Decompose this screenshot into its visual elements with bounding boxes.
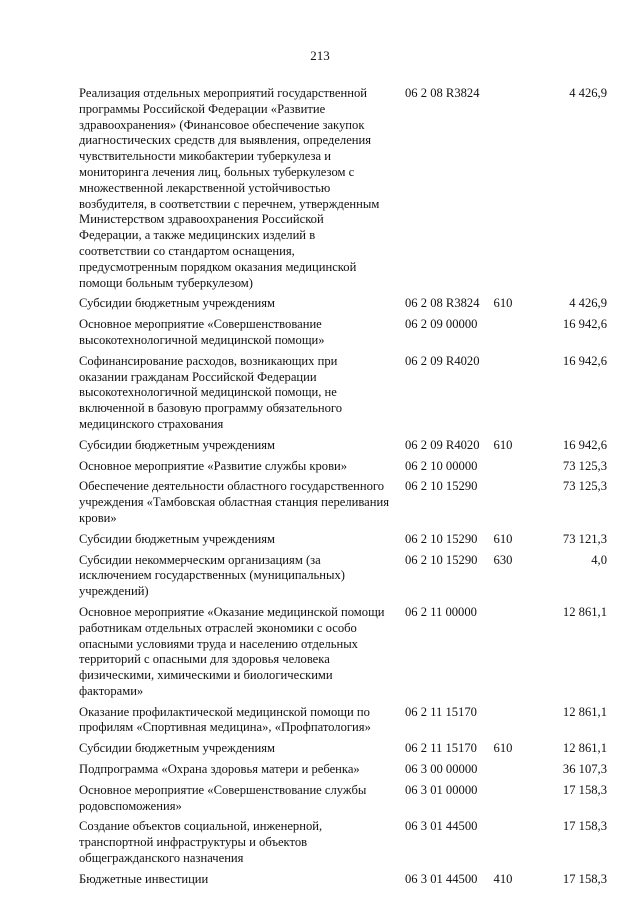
row-name: Основное мероприятие «Совершенствование службы родовспоможения» — [79, 782, 367, 813]
table-row — [79, 532, 609, 548]
row-name: Реализация отдельных мероприятий государственной программы Российской Федерации «Развитие здравоохранения» (Финансовое обеспечение закупок диагностических средств для выявления, определения чувствительности микобактерии туберкулеза и мониторинга лечения лиц, больных туберкулезом с множественной лекарственной устойчивостью возбудителя, в соответствии с перечнем, утвержденным Министерством здравоохранения Российской Федерации, а также медицинских изделий в соответствии со стандартом оснащения, предусмотренным порядком оказания медицинской помощи больным туберкулезом) — [79, 86, 380, 290]
table-row — [79, 872, 609, 888]
row-name: Создание объектов социальной, инженерной, транспортной инфраструктуры и объектов общегражданского назначения — [79, 819, 323, 866]
row-name: Оказание профилактической медицинской помощи по профилям «Спортивная медицина», «Профпатология» — [79, 704, 371, 735]
row-amount: 4,0 — [591, 552, 607, 567]
row-target-code: 06 2 08 R3824 — [405, 296, 480, 311]
row-target-code: 06 2 10 00000 — [405, 458, 478, 473]
table-row — [79, 296, 609, 312]
row-name: Подпрограмма «Охрана здоровья матери и ребенка» — [79, 762, 360, 777]
table-row — [79, 741, 609, 757]
row-target-code: 06 3 01 44500 — [405, 871, 478, 886]
row-name: Бюджетные инвестиции — [79, 871, 209, 886]
row-name: Основное мероприятие «Оказание медицинской помощи работникам отдельных отраслей экономики с особо опасными условиями труда и населению отдельных территорий с опасными для здоровья человека физическими, химическими и биологическими факторами» — [79, 604, 385, 698]
table-row — [79, 317, 609, 349]
table-row — [79, 783, 609, 815]
table-row — [79, 459, 609, 475]
row-expense-type: 410 — [493, 871, 513, 886]
row-amount: 4 426,9 — [569, 296, 607, 311]
row-expense-type: 610 — [493, 296, 513, 311]
page-number: 213 — [310, 48, 330, 63]
row-target-code: 06 2 10 15290 — [405, 531, 478, 546]
row-expense-type: 630 — [493, 552, 513, 567]
table-row — [79, 438, 609, 454]
row-amount: 4 426,9 — [569, 86, 607, 100]
row-target-code: 06 3 01 44500 — [405, 819, 478, 834]
row-target-code: 06 2 11 15170 — [405, 704, 477, 719]
row-target-code: 06 3 01 00000 — [405, 782, 478, 797]
row-expense-type: 610 — [493, 531, 513, 546]
row-target-code: 06 2 11 15170 — [405, 741, 477, 756]
row-amount: 12 861,1 — [562, 604, 607, 619]
row-amount: 12 861,1 — [562, 741, 607, 756]
row-target-code: 06 2 09 00000 — [405, 317, 478, 332]
row-amount: 73 125,3 — [562, 458, 607, 473]
table-row — [79, 479, 609, 526]
table-row — [79, 553, 609, 600]
row-target-code: 06 2 08 R3824 — [405, 86, 480, 100]
budget-table — [79, 86, 609, 893]
row-amount: 16 942,6 — [562, 353, 607, 368]
row-name: Основное мероприятие «Развитие службы крови» — [79, 458, 348, 473]
row-amount: 12 861,1 — [562, 704, 607, 719]
table-row — [79, 762, 609, 778]
row-target-code: 06 2 10 15290 — [405, 552, 478, 567]
row-amount: 16 942,6 — [562, 437, 607, 452]
row-amount: 17 158,3 — [562, 871, 607, 886]
row-target-code: 06 3 00 00000 — [405, 762, 478, 777]
row-amount: 36 107,3 — [562, 762, 607, 777]
table-row — [79, 705, 609, 737]
row-name: Субсидии бюджетным учреждениям — [79, 437, 275, 452]
row-target-code: 06 2 09 R4020 — [405, 437, 480, 452]
row-name: Субсидии некоммерческим организациям (за исключением государственных (муниципальных) учреждений) — [79, 552, 345, 599]
row-name: Софинансирование расходов, возникающих при оказании гражданам Российской Федерации высокотехнологичной медицинской помощи, не включенной в базовую программу обязательного медицинского страхования — [79, 353, 343, 431]
row-amount: 73 125,3 — [562, 479, 607, 494]
row-name: Субсидии бюджетным учреждениям — [79, 531, 275, 546]
row-name: Основное мероприятие «Совершенствование высокотехнологичной медицинской помощи» — [79, 317, 325, 347]
row-expense-type: 610 — [493, 437, 513, 452]
row-amount: 17 158,3 — [562, 819, 607, 834]
row-name: Субсидии бюджетным учреждениям — [79, 296, 275, 311]
row-amount: 17 158,3 — [562, 782, 607, 797]
table-row — [79, 605, 609, 700]
row-amount: 73 121,3 — [562, 531, 607, 546]
table-row — [79, 86, 609, 291]
table-row — [79, 354, 609, 433]
row-target-code: 06 2 10 15290 — [405, 479, 478, 494]
row-name: Обеспечение деятельности областного государственного учреждения «Тамбовская областная станция переливания крови» — [79, 479, 390, 525]
row-target-code: 06 2 09 R4020 — [405, 353, 480, 368]
row-name: Субсидии бюджетным учреждениям — [79, 741, 275, 756]
table-row — [79, 819, 609, 866]
row-target-code: 06 2 11 00000 — [405, 604, 477, 619]
row-amount: 16 942,6 — [562, 317, 607, 332]
row-expense-type: 610 — [493, 741, 513, 756]
